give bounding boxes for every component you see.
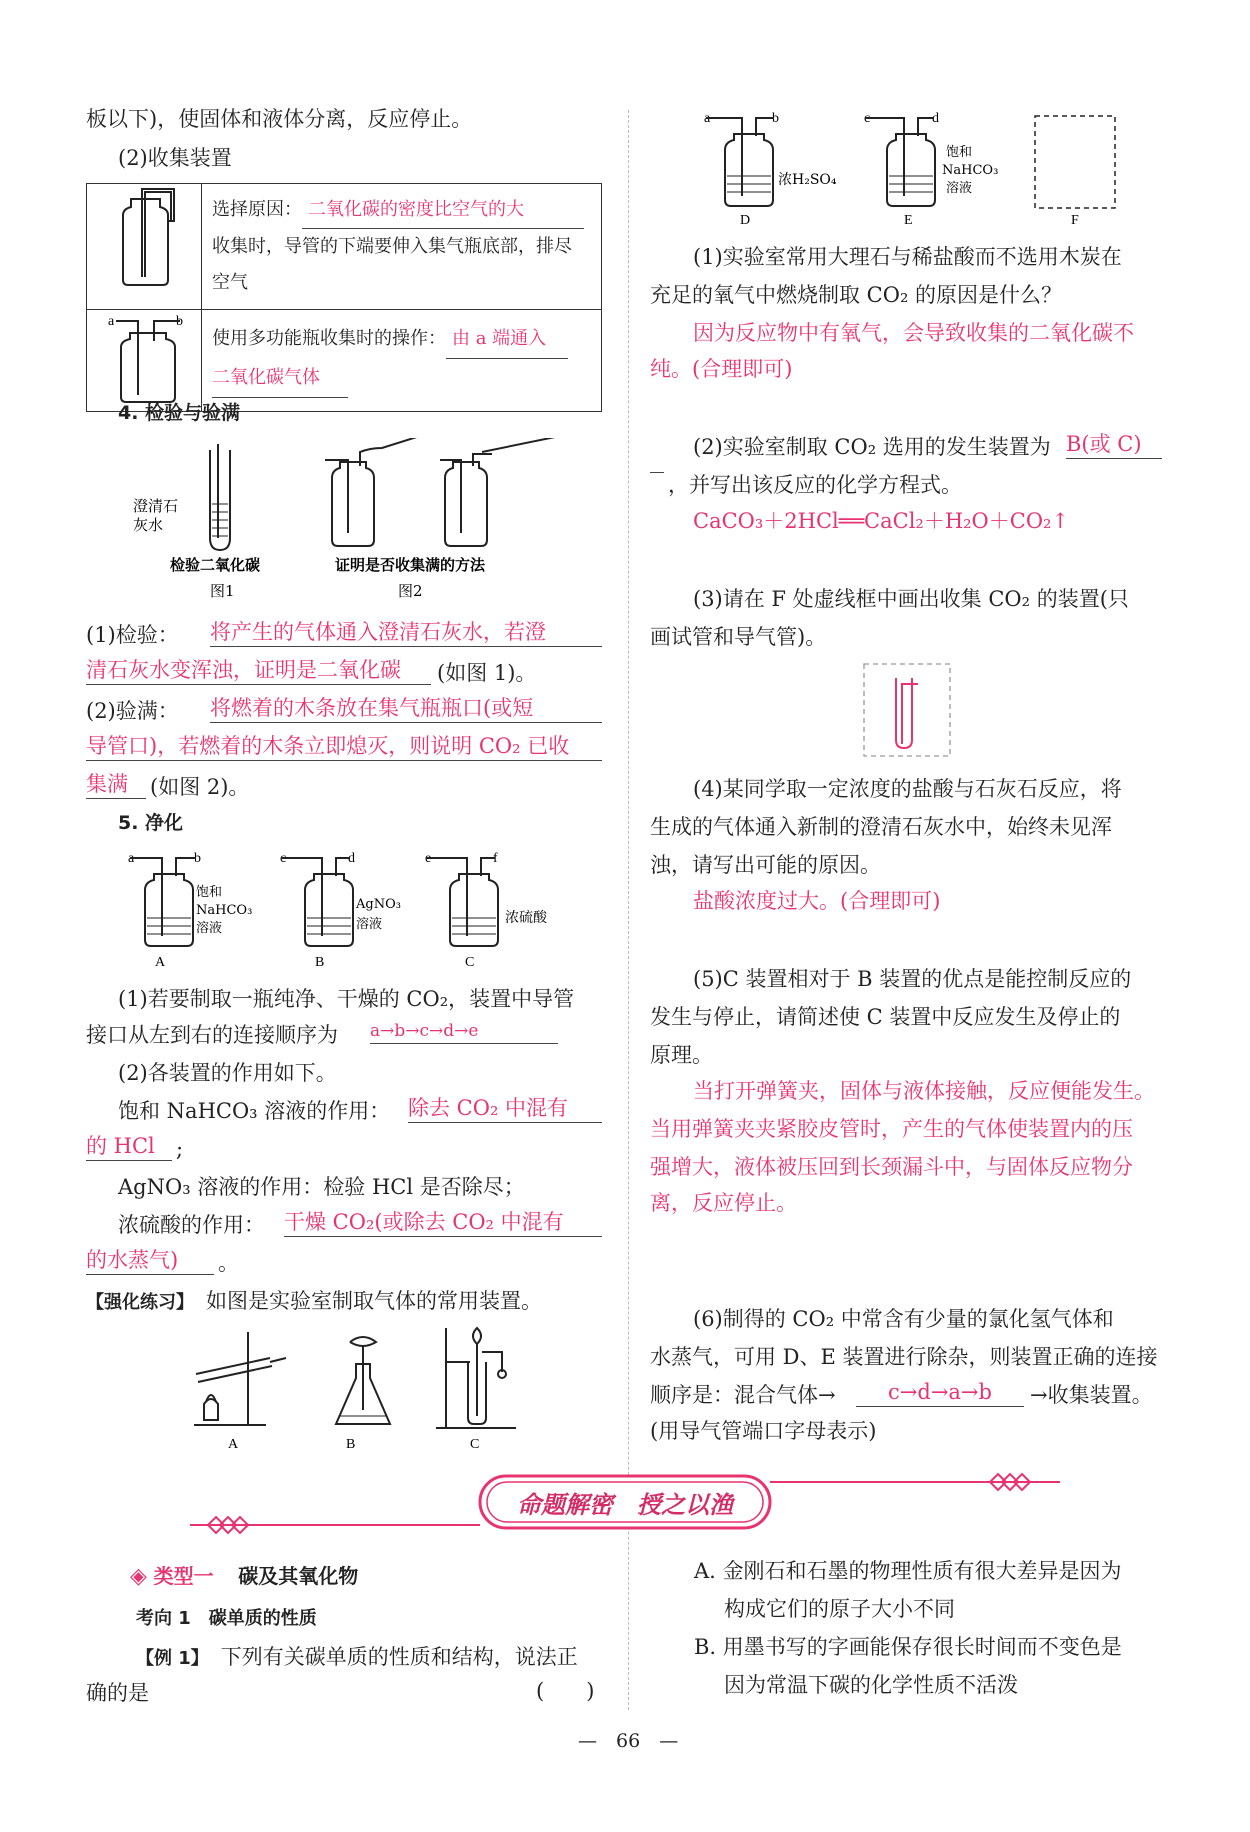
q4-line1: (4)某同学取一定浓度的盐酸与石灰石反应，将 xyxy=(693,777,1122,801)
check-figures xyxy=(120,438,590,608)
h2so4-prefix: 浓硫酸的作用： xyxy=(118,1213,265,1237)
intro-line: 板以下)，使固体和液体分离，反应停止。 xyxy=(86,107,473,131)
svg-text:D: D xyxy=(740,213,751,226)
practice-apparatus xyxy=(186,1322,526,1452)
svg-text:C: C xyxy=(470,1437,480,1452)
q5-line2: 发生与停止，请简述使 C 装置中反应发生及停止的 xyxy=(650,1005,1121,1029)
q5-line3: 原理。 xyxy=(650,1043,713,1067)
kaoxiang: 考向 1 碳单质的性质 xyxy=(136,1608,317,1629)
example-line2: 确的是 xyxy=(86,1681,149,1705)
q5-line1: (5)C 装置相对于 B 装置的优点是能控制反应的 xyxy=(693,967,1132,991)
q6-line3-suffix: →收集装置。 xyxy=(1030,1383,1153,1407)
svg-text:AgNO₃: AgNO₃ xyxy=(356,897,401,912)
example-line1: 【例 1】 下列有关碳单质的性质和结构，说法正 xyxy=(136,1645,578,1669)
row2-answer-b: 二氧化碳气体 xyxy=(212,359,348,398)
svg-text:A: A xyxy=(228,1437,239,1452)
svg-text:溶液: 溶液 xyxy=(196,921,223,936)
svg-text:a: a xyxy=(128,851,135,866)
q1-line2: 充足的氧气中燃烧制取 CO₂ 的原因是什么？ xyxy=(650,283,1063,307)
q2-line2: ，并写出该反应的化学方程式。 xyxy=(668,473,962,497)
fig1-name: 图1 xyxy=(210,582,235,600)
answer-bracket: ( ) xyxy=(536,1679,595,1703)
type-heading: ◈ 类型一 碳及其氧化物 xyxy=(130,1564,359,1589)
q4-line3: 浊，请写出可能的原因。 xyxy=(650,853,881,877)
q1-answer-2: 纯。(合理即可) xyxy=(650,357,793,381)
q6-line1: (6)制得的 CO₂ 中常含有少量的氯化氢气体和 xyxy=(693,1307,1114,1331)
collect-heading: (2)收集装置 xyxy=(118,146,232,170)
svg-text:NaHCO₃: NaHCO₃ xyxy=(196,903,253,918)
svg-text:B: B xyxy=(346,1437,356,1452)
q6-answer: c→d→a→b xyxy=(856,1378,1024,1407)
full-answer-1: 将燃着的木条放在集气瓶瓶口(或短 xyxy=(210,694,602,723)
page-number: 66 xyxy=(616,1730,641,1752)
row2-text: 使用多功能瓶收集时的操作： 由 a 端通入 二氧化碳气体 xyxy=(202,310,602,412)
option-a-line1: A. 金刚石和石墨的物理性质有很大差异是因为 xyxy=(694,1559,1122,1583)
q1-line1: (1)实验室常用大理石与稀盐酸而不选用木炭在 xyxy=(693,245,1122,269)
q2-answer: B(或 C) xyxy=(1066,430,1162,459)
type-tag: 类型一 xyxy=(153,1564,214,1588)
svg-text:c: c xyxy=(864,111,871,126)
purify-q2-heading: (2)各装置的作用如下。 xyxy=(118,1061,337,1085)
check-line-1: (1)检验： xyxy=(86,623,179,647)
purify-q1-answer: a→b→c→d→e xyxy=(370,1020,558,1044)
svg-text:f: f xyxy=(493,851,498,866)
type-title: 碳及其氧化物 xyxy=(238,1564,359,1588)
option-a-line2: 构成它们的原子大小不同 xyxy=(724,1597,955,1621)
collection-table xyxy=(86,183,602,412)
svg-text:b: b xyxy=(772,111,779,126)
svg-text:A: A xyxy=(155,955,166,970)
multi-bottle-figure xyxy=(87,310,202,412)
svg-text:浓H₂SO₄: 浓H₂SO₄ xyxy=(778,172,837,188)
nahco3-prefix: 饱和 NaHCO₃ 溶液的作用： xyxy=(118,1099,391,1123)
q2-line1: (2)实验室制取 CO₂ 选用的发生装置为 xyxy=(693,435,1051,459)
purify-figures xyxy=(120,848,580,970)
full-answer-2: 导管口)，若燃着的木条立即熄灭，则说明 CO₂ 已收 xyxy=(86,732,602,761)
limewater-label-2: 灰水 xyxy=(133,516,164,534)
nahco3-answer-2: 的 HCl xyxy=(86,1132,172,1161)
svg-text:d: d xyxy=(932,111,939,126)
practice-line: 【强化练习】 如图是实验室制取气体的常用装置。 xyxy=(86,1289,542,1313)
svg-text:NaHCO₃: NaHCO₃ xyxy=(942,163,999,178)
section-4-heading: 4. 检验与验满 xyxy=(118,402,241,424)
svg-text:浓硫酸: 浓硫酸 xyxy=(505,910,547,926)
q6-line2: 水蒸气，可用 D、E 装置进行除杂，则装置正确的连接 xyxy=(650,1345,1158,1369)
q4-line2: 生成的气体通入新制的澄清石灰水中，始终未见浑 xyxy=(650,815,1112,839)
svg-text:c: c xyxy=(280,851,287,866)
check-answer-2: 清石灰水变浑浊，证明是二氧化碳 xyxy=(86,656,431,685)
fig1-caption: 检验二氧化碳 xyxy=(170,556,261,574)
h2so4-answer-2: 的水蒸气) xyxy=(86,1246,214,1275)
full-suffix: (如图 2)。 xyxy=(150,775,250,799)
q5-answer-4: 离，反应停止。 xyxy=(650,1191,797,1215)
full-answer-3: 集满 xyxy=(86,770,146,799)
q1-answer-1: 因为反应物中有氧气，会导致收集的二氧化碳不 xyxy=(693,321,1134,345)
svg-text:b: b xyxy=(176,314,183,329)
nahco3-answer-1: 除去 CO₂ 中混有 xyxy=(408,1094,602,1123)
check-answer-1: 将产生的气体通入澄清石灰水，若澄 xyxy=(210,618,602,647)
full-prefix: (2)验满： xyxy=(86,699,179,723)
option-b-line2: 因为常温下碳的化学性质不活泼 xyxy=(724,1673,1018,1697)
row1-answer: 二氧化碳的密度比空气的大 xyxy=(302,192,584,229)
svg-text:饱和: 饱和 xyxy=(946,145,973,160)
h2so4-answer-1: 干燥 CO₂(或除去 CO₂ 中混有 xyxy=(284,1208,602,1237)
q4-answer: 盐酸浓度过大。(合理即可) xyxy=(693,889,941,913)
limewater-label-1: 澄清石 xyxy=(133,497,179,515)
svg-text:溶液: 溶液 xyxy=(356,917,383,932)
banner-title: 命题解密 授之以渔 xyxy=(517,1490,733,1519)
agno3-line: AgNO₃ 溶液的作用：检验 HCl 是否除尽； xyxy=(118,1175,525,1199)
q5-answer-2: 当用弹簧夹夹紧胶皮管时，产生的气体使装置内的压 xyxy=(650,1117,1133,1141)
q3-line2: 画试管和导气管)。 xyxy=(650,625,827,649)
fig2-caption: 证明是否收集满的方法 xyxy=(335,556,486,574)
check-suffix: (如图 1)。 xyxy=(437,661,537,685)
svg-text:E: E xyxy=(904,213,913,226)
q6-line4: (用导气管端口字母表示) xyxy=(650,1419,877,1443)
apparatus-def xyxy=(700,108,1130,226)
svg-text:e: e xyxy=(425,851,432,866)
svg-text:b: b xyxy=(194,851,201,866)
q5-answer-1: 当打开弹簧夹，固体与液体接触，反应便能发生。 xyxy=(693,1079,1155,1103)
row2-answer-a: 由 a 端通入 xyxy=(446,320,568,359)
svg-text:B: B xyxy=(315,955,325,970)
upward-bottle-figure xyxy=(87,184,202,310)
q3-line1: (3)请在 F 处虚线框中画出收集 CO₂ 的装置(只 xyxy=(693,587,1129,611)
purify-q1-line2: 接口从左到右的连接顺序为 xyxy=(86,1023,338,1047)
section-5-heading: 5. 净化 xyxy=(118,812,184,834)
purify-q1-line1: (1)若要制取一瓶纯净、干燥的 CO₂，装置中导管 xyxy=(118,987,575,1011)
svg-text:d: d xyxy=(348,851,355,866)
q6-line3-prefix: 顺序是：混合气体→ xyxy=(650,1383,836,1407)
svg-text:C: C xyxy=(465,955,475,970)
fig2-name: 图2 xyxy=(398,582,423,600)
svg-text:F: F xyxy=(1071,213,1079,226)
svg-text:溶液: 溶液 xyxy=(946,181,973,196)
svg-text:a: a xyxy=(704,111,711,126)
q3-answer-figure xyxy=(862,662,952,758)
option-b-line1: B. 用墨书写的字画能保存很长时间而不变色是 xyxy=(694,1635,1122,1659)
row1-text: 选择原因： 二氧化碳的密度比空气的大 收集时，导管的下端要伸入集气瓶底部，排尽 空气 xyxy=(202,184,602,310)
q5-answer-3: 强增大，液体被压回到长颈漏斗中，与固体反应物分 xyxy=(650,1155,1133,1179)
svg-text:a: a xyxy=(108,314,115,329)
q2-equation: CaCO₃＋2HCl══CaCl₂＋H₂O＋CO₂↑ xyxy=(693,509,1070,533)
page-footer: — 66 — xyxy=(578,1730,679,1752)
svg-text:饱和: 饱和 xyxy=(196,885,223,900)
